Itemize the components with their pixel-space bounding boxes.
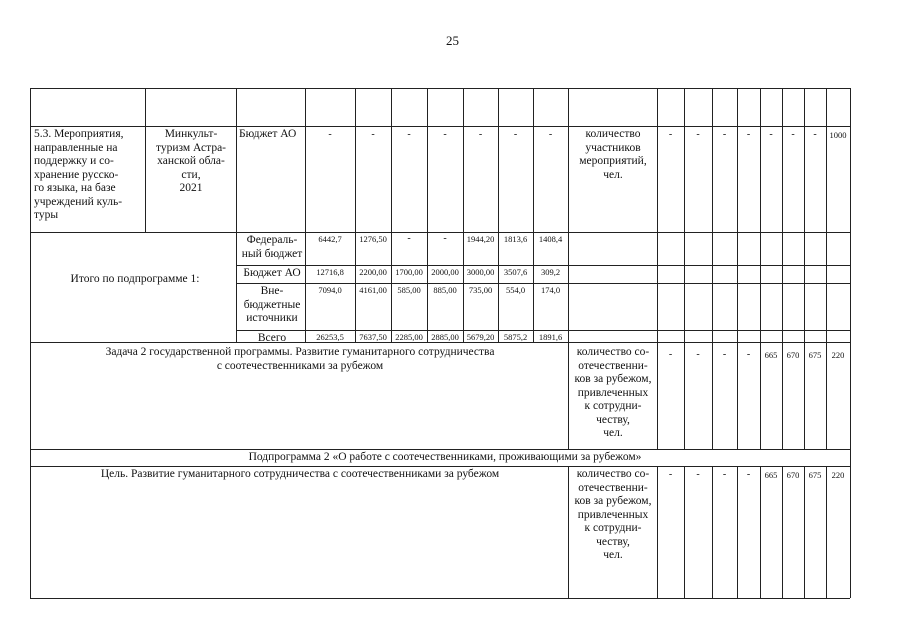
table-rule	[145, 88, 146, 232]
target-value: -	[722, 469, 727, 480]
table-rule	[568, 342, 569, 449]
executor-cell-line: туризм Астра-	[155, 141, 227, 154]
table-rule	[30, 126, 850, 127]
finance-value: -	[407, 129, 411, 140]
page-number: 25	[446, 33, 459, 48]
table-rule	[236, 88, 237, 342]
measure-cell-line: хранение русско-	[34, 168, 119, 181]
task2-indicator-line: ков за рубежом,	[574, 373, 652, 385]
finance-value: -	[328, 129, 332, 140]
task2-indicator-line: к сотрудни-	[584, 400, 642, 412]
data-table	[29, 88, 851, 599]
target-value: -	[746, 129, 751, 140]
target-value: -	[696, 469, 700, 480]
target-value: -	[722, 349, 727, 360]
subtotal-value: 1700,00	[395, 267, 423, 277]
goal-indicator-line: ков за рубежом,	[574, 495, 652, 507]
subtotal-source-line: ный бюджет	[241, 247, 303, 260]
table-rule	[712, 88, 713, 449]
measure-cell-line: туры	[34, 209, 59, 221]
table-rule	[30, 449, 850, 450]
target-value: -	[791, 129, 795, 140]
subtotal-value: 2285,00	[395, 332, 423, 342]
target-value: 665	[764, 350, 778, 360]
indicator-cell-line: количество	[585, 128, 641, 140]
task2-indicator-line: чел.	[603, 427, 623, 439]
finance-value: -	[548, 129, 553, 140]
table-rule	[355, 88, 356, 342]
table-rule	[305, 88, 306, 342]
table-rule	[826, 466, 827, 598]
subtotal-value: -	[443, 233, 447, 244]
task2-indicator-line: количество со-	[576, 346, 650, 358]
table-rule	[782, 88, 783, 449]
table-rule	[804, 88, 805, 449]
subtotal-value: 7637,50	[359, 332, 387, 342]
table-rule	[568, 88, 569, 342]
subtotal-value: 585,00	[397, 285, 421, 295]
subtotal-source-line: бюджетные	[243, 298, 301, 311]
indicator-cell	[570, 128, 656, 182]
target-value: 665	[764, 470, 778, 480]
subtotal-value: 2000,00	[431, 267, 459, 277]
measure-cell	[34, 128, 142, 223]
subtotal-value: 26253,5	[316, 332, 344, 342]
goal-indicator-line: привлеченных	[577, 508, 649, 521]
task2-text-line: с соотечественниками за рубежом	[216, 359, 384, 372]
target-value: 670	[786, 470, 800, 480]
target-value: -	[722, 129, 727, 140]
finance-value: -	[513, 129, 518, 140]
target-value: -	[696, 349, 700, 360]
finance-value: -	[443, 129, 447, 140]
subtotal-value: 2885,00	[431, 332, 459, 342]
subprogram2-title: Подпрограмма 2 «О работе с соотечественниками, проживающими за рубежом»	[248, 451, 642, 463]
target-value: 220	[831, 470, 845, 480]
table-rule	[30, 88, 850, 89]
target-value: -	[813, 129, 817, 140]
task2-text-line: Задача 2 государственной программы. Развитие гуманитарного сотрудничества	[105, 346, 495, 358]
subtotal-label: Итого по подпрограмме 1:	[70, 273, 200, 285]
table-rule	[30, 342, 850, 343]
table-rule	[498, 88, 499, 342]
executor-cell-line: 2021	[179, 182, 203, 194]
table-rule	[684, 88, 685, 449]
subtotal-source-line: Вне-	[260, 285, 284, 297]
subtotal-value: 4161,00	[359, 285, 387, 295]
measure-cell-line: поддержку и со-	[34, 155, 114, 167]
table-rule	[657, 88, 658, 449]
subtotal-value: 885,00	[433, 285, 457, 295]
table-rule	[760, 466, 761, 598]
task2-text	[40, 346, 560, 373]
subtotal-value: 6442,7	[318, 234, 342, 244]
table-rule	[533, 88, 534, 342]
subtotal-value: 1813,6	[503, 234, 528, 244]
subtotal-value: 735,00	[468, 285, 493, 295]
table-rule	[30, 466, 850, 467]
subtotal-value: 12716,8	[316, 267, 344, 277]
table-rule	[737, 88, 738, 449]
target-value: -	[668, 349, 673, 360]
target-value: -	[769, 129, 773, 140]
task2-indicator	[570, 346, 656, 441]
table-rule	[236, 232, 850, 233]
subtotal-source	[239, 267, 305, 281]
table-rule	[760, 88, 761, 449]
task2-indicator-line: отечественни-	[578, 359, 648, 372]
executor-cell-line: сти,	[181, 168, 201, 181]
executor-cell-line: ханской обла-	[157, 155, 225, 167]
measure-cell-line: учреждений куль-	[34, 195, 123, 208]
table-rule	[30, 232, 236, 233]
target-value: -	[696, 129, 700, 140]
indicator-cell-line: участников	[585, 141, 641, 154]
table-rule	[236, 283, 850, 284]
subtotal-value: -	[407, 233, 411, 244]
subtotal-source	[239, 234, 305, 261]
goal-indicator-line: количество со-	[576, 468, 650, 480]
executor-cell	[148, 128, 234, 196]
subtotal-source-line: Бюджет АО	[243, 267, 301, 279]
target-value: -	[668, 469, 673, 480]
subtotal-value: 1276,50	[359, 234, 387, 244]
table-rule	[30, 88, 31, 598]
goal-indicator-line: отечественни-	[578, 481, 648, 494]
table-rule	[804, 466, 805, 598]
target-value: 670	[786, 350, 800, 360]
subtotal-source	[239, 285, 305, 326]
subtotal-source	[239, 332, 305, 346]
table-rule	[236, 265, 850, 266]
goal-indicator	[570, 468, 656, 563]
subtotal-value: 5679,20	[466, 332, 495, 342]
target-value: -	[746, 469, 751, 480]
table-rule	[850, 88, 851, 598]
table-rule	[391, 88, 392, 342]
subtotal-value: 2200,00	[359, 267, 387, 277]
goal-text: Цель. Развитие гуманитарного сотрудничества с соотечественниками за рубежом	[100, 468, 500, 480]
table-rule	[684, 466, 685, 598]
measure-cell-line: 5.3. Мероприятия,	[34, 128, 124, 140]
table-rule	[826, 88, 827, 449]
finance-value: -	[371, 129, 375, 140]
subtotal-value: 554,0	[505, 285, 526, 295]
goal-indicator-line: честву,	[596, 535, 630, 548]
table-rule	[782, 466, 783, 598]
subtotal-value: 3507,6	[503, 267, 528, 277]
table-rule	[30, 598, 850, 599]
executor-cell-line: Минкульт-	[164, 128, 218, 140]
task2-indicator-line: честву,	[596, 413, 630, 426]
subtotal-source-line: источники	[246, 312, 298, 324]
table-rule	[737, 466, 738, 598]
subtotal-value: 5875,2	[503, 332, 528, 342]
table-rule	[657, 466, 658, 598]
indicator-cell-line: чел.	[603, 168, 623, 181]
subtotal-source-line: Всего	[257, 332, 287, 344]
table-rule	[712, 466, 713, 598]
target-value: 675	[808, 470, 822, 480]
subtotal-value: 174,0	[540, 285, 561, 295]
target-value: 675	[808, 350, 822, 360]
indicator-cell-line: мероприятий,	[579, 155, 647, 167]
table-rule	[568, 466, 569, 598]
table-rule	[236, 330, 850, 331]
subtotal-value: 1944,20	[466, 234, 495, 244]
source-cell: Бюджет АО	[239, 128, 297, 140]
table-rule	[463, 88, 464, 342]
target-value: -	[668, 129, 673, 140]
subtotal-value: 1891,6	[538, 332, 563, 342]
target-value: -	[746, 349, 751, 360]
goal-indicator-line: к сотрудни-	[584, 522, 642, 534]
subtotal-value: 7094,0	[318, 285, 342, 295]
subtotal-value: 1408,4	[538, 234, 563, 244]
subtotal-value: 3000,00	[466, 267, 495, 277]
target-value: 1000	[829, 130, 847, 140]
table-rule	[427, 88, 428, 342]
measure-cell-line: направленные на	[34, 141, 118, 154]
goal-indicator-line: чел.	[603, 549, 623, 561]
target-value: 220	[831, 350, 845, 360]
subtotal-value: 309,2	[540, 267, 561, 277]
measure-cell-line: го языка, на базе	[34, 182, 116, 194]
finance-value: -	[478, 129, 483, 140]
subtotal-source-line: Федераль-	[246, 234, 298, 246]
task2-indicator-line: привлеченных	[577, 386, 649, 399]
